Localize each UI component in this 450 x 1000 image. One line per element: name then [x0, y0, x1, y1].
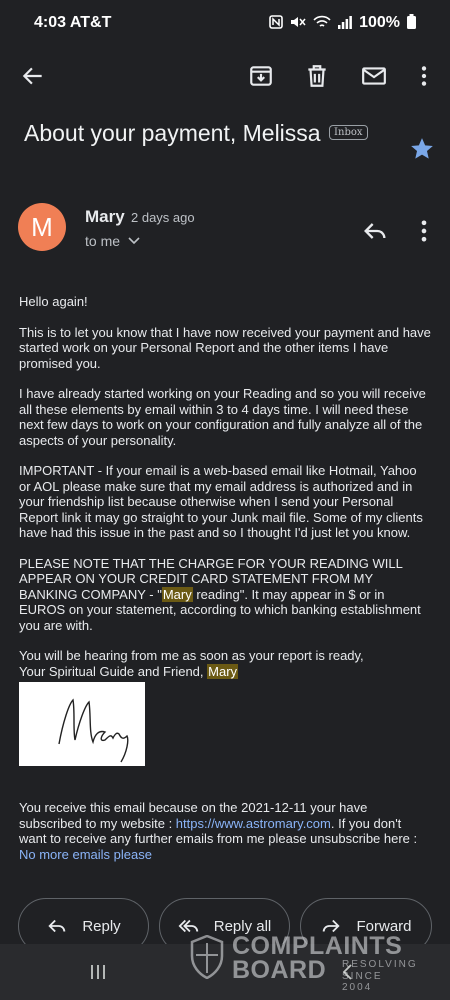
body-paragraph-4	[19, 556, 431, 634]
status-icons	[269, 14, 416, 32]
recent-apps-icon[interactable]	[88, 962, 108, 982]
nfc-icon	[269, 15, 283, 32]
forward-label: Forward	[356, 917, 412, 935]
email-body	[19, 294, 431, 694]
body-paragraph-1: This is to let you know that I have now received your payment and have started work on your Personal Report and the other items I have promised you.	[19, 324, 431, 371]
battery-icon	[407, 14, 416, 32]
watermark-tagline-2: SINCE 2004	[342, 971, 383, 993]
trash-icon	[304, 63, 330, 89]
chevron-down-icon	[128, 237, 140, 245]
more-vert-icon	[411, 63, 437, 89]
website-link[interactable]: https://www.astromary.com	[175, 815, 331, 831]
email-footer	[19, 800, 431, 862]
body-greeting: Hello again!	[19, 294, 88, 309]
more-options-button[interactable]	[404, 52, 444, 100]
signal-icon	[338, 15, 352, 32]
body-paragraph-3: IMPORTANT - If your email is a web-based email like Hotmail, Yahoo or AOL please make sure that my email address is authorized and in your friendship list because otherwise when I send your Personal Report link it may go straight to your Junk mail file. Some of my clients have had this issue in the past and so I thought I'd just let you know.	[19, 463, 423, 540]
sender-row	[18, 203, 438, 255]
shield-icon	[190, 935, 224, 979]
p4-after: reading". It may appear in $ or in EUROS on your statement, according to which banking establishment you are with.	[19, 586, 421, 633]
closing-line-2: Your Spiritual Guide and Friend,	[19, 663, 208, 679]
email-toolbar	[0, 52, 450, 100]
reply-label: Reply	[82, 917, 121, 935]
reply-icon	[46, 915, 68, 937]
reply-all-label: Reply all	[213, 917, 272, 935]
message-more-icon[interactable]	[416, 217, 432, 245]
signature-image	[19, 682, 145, 766]
sender-name: Mary	[85, 207, 125, 226]
star-icon[interactable]	[409, 136, 435, 162]
archive-icon	[248, 63, 274, 89]
highlighted-name: Mary	[162, 586, 192, 602]
handwritten-signature	[19, 682, 145, 766]
status-time: 4:03 AT&T	[34, 14, 112, 31]
body-closing	[19, 648, 431, 679]
footer-text-1: You receive this email because on the 2021-12-11 your have subscribed to my website :	[19, 800, 368, 831]
inbox-label-chip[interactable]: Inbox	[329, 125, 367, 140]
delete-button[interactable]	[297, 52, 337, 100]
subject-row	[24, 120, 424, 147]
mute-icon	[290, 15, 306, 32]
back-button[interactable]	[13, 52, 53, 100]
closing-line-1: You will be hearing from me as soon as your report is ready,	[19, 648, 364, 663]
highlighted-signoff-name: Mary	[208, 663, 238, 679]
wifi-icon	[313, 15, 331, 32]
back-arrow-icon	[20, 63, 46, 89]
unsubscribe-link[interactable]: No more emails please	[19, 846, 152, 862]
sent-date: 2 days ago	[131, 210, 195, 225]
archive-button[interactable]	[241, 52, 281, 100]
avatar[interactable]: M	[18, 203, 66, 251]
watermark-line-1: COMPLAINTS	[232, 932, 403, 960]
watermark-line-2: BOARD	[232, 956, 327, 984]
p4-before: PLEASE NOTE THAT THE CHARGE FOR YOUR READING WILL APPEAR ON YOUR CREDIT CARD STATEMENT FROM MY BANKING COMPANY - "	[19, 555, 403, 602]
reply-icon[interactable]	[361, 217, 389, 245]
footer-text-2: . If you don't want to receive any further emails from me please unsubscribe here :	[19, 815, 418, 846]
recipient-details-toggle[interactable]	[85, 233, 140, 249]
email-subject: About your payment, Melissa	[24, 120, 321, 146]
watermark-tagline-1: RESOLVING	[342, 959, 418, 970]
recipient-label: to me	[85, 233, 121, 249]
mark-unread-button[interactable]	[354, 52, 394, 100]
mail-icon	[361, 63, 387, 89]
battery-percent: 100%	[359, 14, 400, 31]
status-bar	[0, 0, 450, 46]
body-paragraph-2: I have already started working on your Reading and so you will receive all these elements by email within 3 to 4 days time. I will need these next few days to work on your configuration and fully analyze all of the aspects of your personality.	[19, 386, 426, 448]
watermark-logo	[190, 932, 418, 993]
